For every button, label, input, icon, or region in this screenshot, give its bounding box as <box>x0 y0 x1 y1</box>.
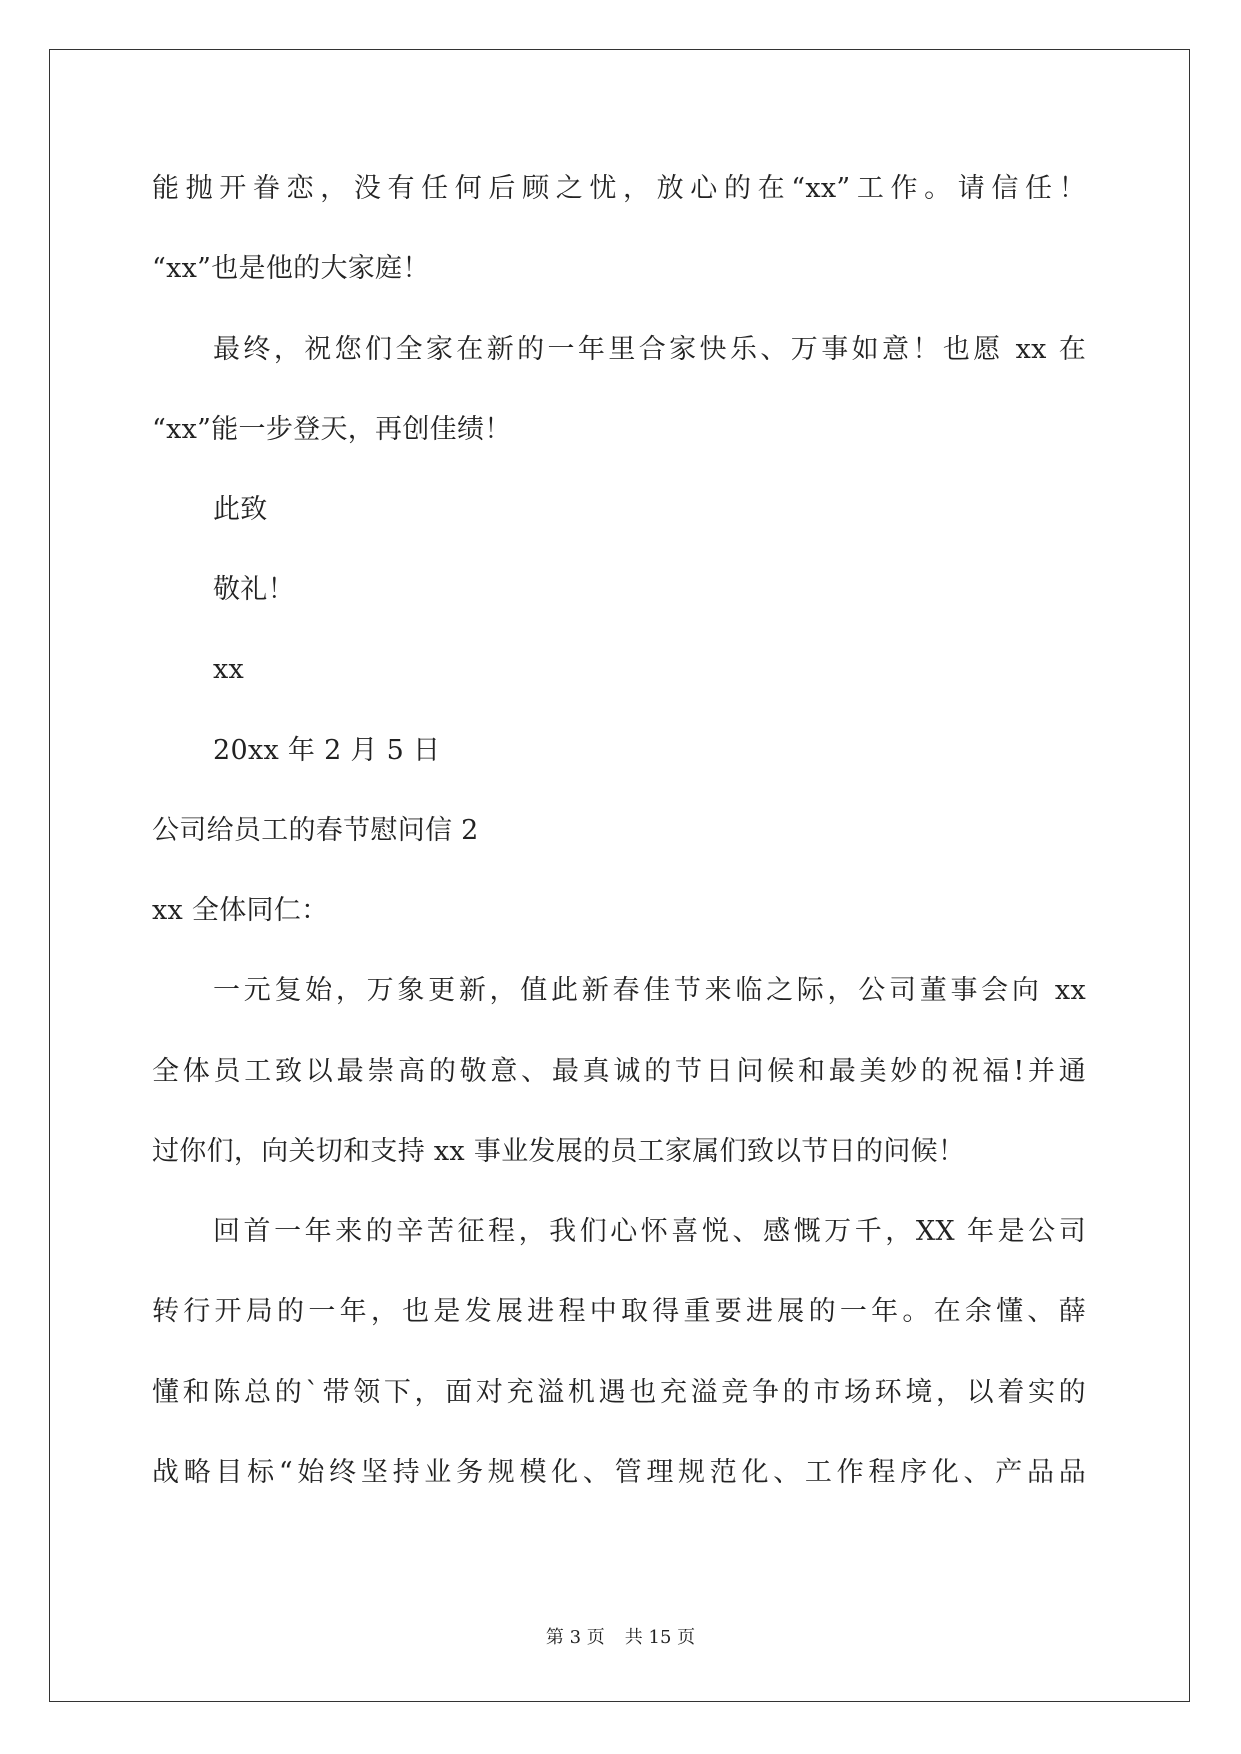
body-line-4: “xx”能一步登天，再创佳绩！ <box>152 414 512 445</box>
body-line-15: 转行开局的一年，也是发展进程中取得重要进展的一年。在余懂、薛 <box>152 1296 1086 1327</box>
body-line-1: 能抛开眷恋，没有任何后顾之忧，放心的在“xx”工作。请信任！ <box>152 173 1086 204</box>
section-title: 公司给员工的春节慰问信 2 <box>152 815 479 846</box>
body-line-16: 懂和陈总的`带领下，面对充溢机遇也充溢竞争的市场环境，以着实的 <box>152 1377 1086 1408</box>
date-line: 20xx 年 2 月 5 日 <box>213 735 441 766</box>
body-line-3: 最终，祝您们全家在新的一年里合家快乐、万事如意！也愿 xx 在 <box>213 334 1086 365</box>
page-footer <box>0 1625 1241 1651</box>
signature: xx <box>213 654 245 685</box>
page-total: 共 15 页 <box>624 1627 696 1648</box>
body-line-12: 全体员工致以最崇高的敬意、最真诚的节日问候和最美妙的祝福!并通 <box>152 1056 1086 1087</box>
body-line-13: 过你们，向关切和支持 xx 事业发展的员工家属们致以节日的问候！ <box>152 1136 966 1167</box>
body-line-17: 战略目标“始终坚持业务规模化、管理规范化、工作程序化、产品品 <box>152 1457 1086 1488</box>
closing-salutation: 此致 <box>213 494 268 525</box>
page-number: 第 3 页 <box>545 1627 605 1648</box>
body-line-11: 一元复始，万象更新，值此新春佳节来临之际，公司董事会向 xx <box>213 975 1086 1006</box>
greeting-line: xx 全体同仁： <box>152 895 329 926</box>
body-line-14: 回首一年来的辛苦征程，我们心怀喜悦、感慨万千，XX 年是公司 <box>213 1216 1086 1247</box>
body-line-2: “xx”也是他的大家庭！ <box>152 253 430 284</box>
closing-respect: 敬礼！ <box>213 574 295 605</box>
